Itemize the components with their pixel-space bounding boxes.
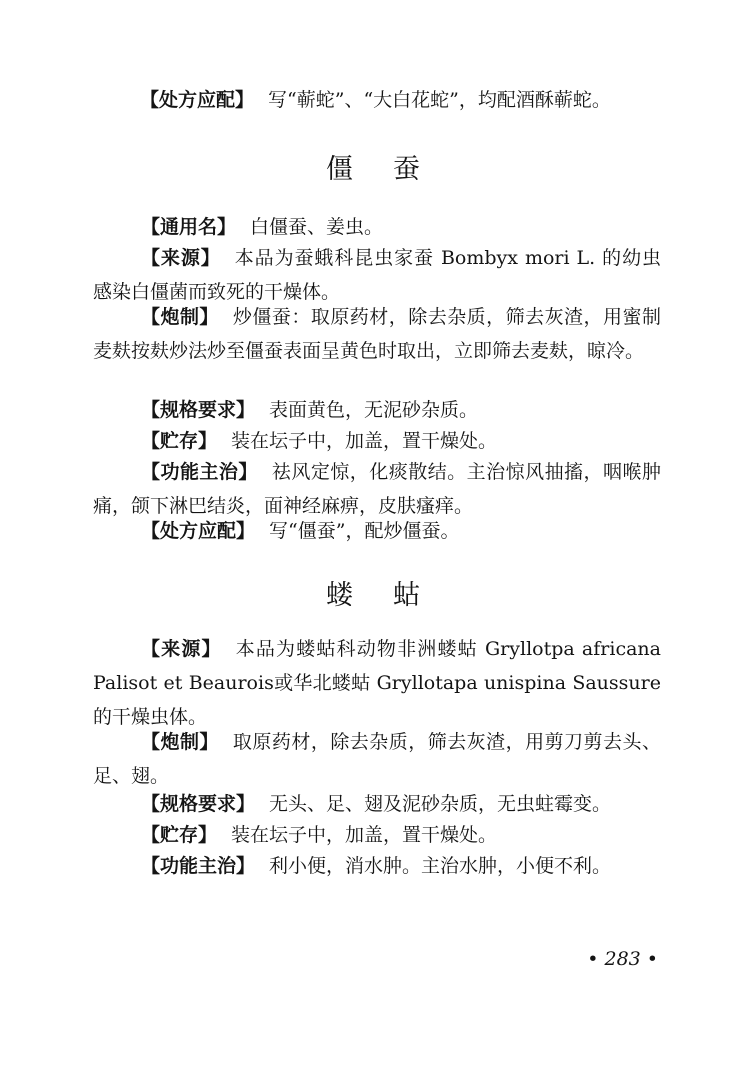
section-title-lougu: 蝼蛄	[326, 580, 460, 611]
entry-label: 【来源】	[141, 638, 222, 660]
entry-label: 【来源】	[141, 247, 221, 269]
entry-text: 利小便，消水肿。主治水肿，小便不利。	[269, 855, 612, 877]
entry-processing	[93, 300, 661, 368]
entry-function	[93, 849, 661, 883]
entry-label: 【贮存】	[141, 430, 218, 452]
entry-text: 写“僵蚕”，配炒僵蚕。	[269, 520, 460, 542]
entry-label: 【炮制】	[141, 731, 219, 753]
entry-label: 【贮存】	[141, 824, 218, 846]
entry-function	[93, 455, 661, 523]
entry-text: 本品为蚕蛾科昆虫家蚕 Bombyx mori L. 的幼虫感染白僵菌而致死的干燥体。	[93, 247, 661, 303]
entry-text: 取原药材，除去杂质，筛去灰渣，用剪刀剪去头、足、翅。	[93, 731, 661, 787]
entry-storage	[93, 818, 661, 852]
entry-text: 表面黄色，无泥砂杂质。	[269, 399, 479, 421]
entry-text: 本品为蝼蛄科动物非洲蝼蛄 Gryllotpa africana Palisot et Beaurois或华北蝼蛄 Gryllotapa unispina Saussure的干燥虫体。	[93, 638, 661, 728]
entry-text: 炒僵蚕：取原药材，除去杂质，筛去灰渣，用蜜制麦麸按麸炒法炒至僵蚕表面呈黄色时取出，立即筛去麦麸，晾冷。	[93, 306, 661, 362]
entry-label: 【处方应配】	[140, 89, 255, 111]
entry-storage	[93, 424, 661, 458]
entry-text: 装在坛子中，加盖，置干燥处。	[231, 824, 498, 846]
entry-common-name	[93, 210, 661, 244]
entry-text: 装在坛子中，加盖，置干燥处。	[231, 430, 498, 452]
section-title-jiangcan: 僵蚕	[326, 154, 460, 185]
entry-label: 【处方应配】	[141, 520, 256, 542]
entry-label: 【规格要求】	[141, 399, 256, 421]
entry-specification	[93, 393, 661, 427]
entry-specification	[93, 787, 661, 821]
entry-label: 【规格要求】	[141, 793, 256, 815]
prescription-entry-top	[140, 88, 708, 112]
entry-prescription	[93, 514, 661, 548]
entry-source	[93, 632, 661, 734]
entry-label: 【功能主治】	[141, 461, 258, 483]
entry-label: 【炮制】	[141, 306, 219, 328]
entry-label: 【功能主治】	[141, 855, 256, 877]
entry-text: 写“蕲蛇”、“大白花蛇”，均配酒酥蕲蛇。	[268, 89, 611, 111]
entry-text: 白僵蚕、姜虫。	[250, 216, 384, 238]
page-number: • 283 •	[587, 948, 658, 970]
entry-processing	[93, 725, 661, 793]
entry-source	[93, 241, 661, 309]
entry-label: 【通用名】	[141, 216, 237, 238]
entry-text: 无头、足、翅及泥砂杂质，无虫蛀霉变。	[269, 793, 612, 815]
entry-text: 祛风定惊，化痰散结。主治惊风抽搐，咽喉肿痛，颌下淋巴结炎，面神经麻痹，皮肤瘙痒。	[93, 461, 661, 517]
